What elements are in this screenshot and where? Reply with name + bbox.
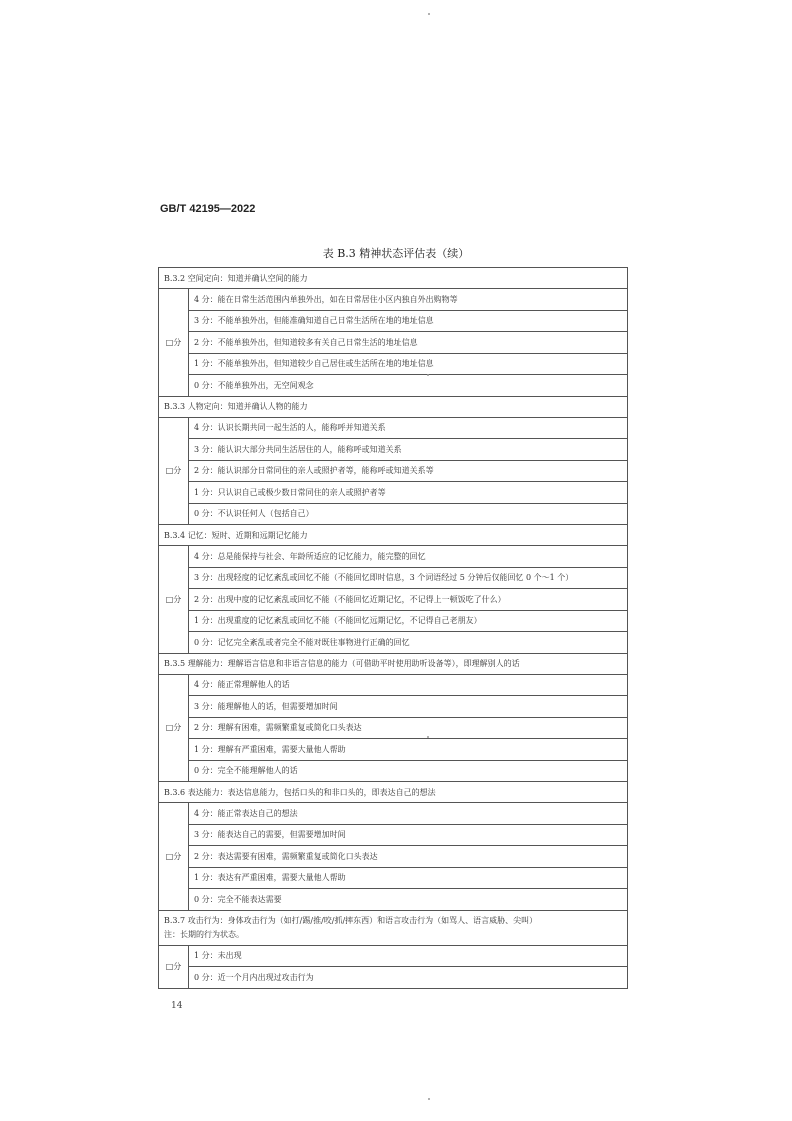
section-title: B.3.2 空间定向：知道并确认空间的能力: [159, 268, 628, 289]
option-text: 2 分：表达需要有困难，需频繁重复或简化口头表达: [189, 846, 628, 868]
score-box[interactable]: □分: [159, 546, 189, 654]
option-row: [159, 739, 628, 761]
option-text: 2 分：理解有困难，需频繁重复或简化口头表达: [189, 717, 628, 739]
option-text: 3 分：出现轻度的记忆紊乱或回忆不能（不能回忆即时信息，3 个词语经过 5 分钟后仅能回忆 0 个～1 个）: [189, 567, 628, 589]
scan-speck: [428, 1098, 430, 1100]
section-note: 注：长期的行为状态。: [164, 929, 244, 939]
option-row: [159, 610, 628, 632]
option-text: 0 分：完全不能表达需要: [189, 889, 628, 911]
option-row: [159, 846, 628, 868]
section-header-cell: [159, 910, 628, 945]
option-text: 4 分：能在日常生活范围内单独外出，如在日常居住小区内独自外出购物等: [189, 289, 628, 311]
section-row: [159, 782, 628, 803]
option-row: [159, 567, 628, 589]
option-text: 4 分：认识长期共同一起生活的人，能称呼并知道关系: [189, 417, 628, 439]
option-row: [159, 760, 628, 782]
section-row: [159, 910, 628, 945]
scan-speck: [427, 736, 429, 738]
section-title: B.3.5 理解能力：理解语言信息和非语言信息的能力（可借助平时使用助听设备等），即理解别人的话: [159, 653, 628, 674]
section-title: B.3.4 记忆：短时、近期和远期记忆能力: [159, 525, 628, 546]
option-row: [159, 696, 628, 718]
option-row: [159, 589, 628, 611]
mental-status-assessment-table: [158, 267, 628, 989]
score-box[interactable]: □分: [159, 674, 189, 782]
option-row: [159, 967, 628, 989]
section-title: B.3.7 攻击行为：身体攻击行为（如打/踢/推/咬/抓/摔东西）和语言攻击行为（如骂人、语言威胁、尖叫）: [164, 915, 538, 925]
option-row: [159, 867, 628, 889]
score-box[interactable]: □分: [159, 417, 189, 525]
scan-speck: [428, 13, 430, 15]
table-caption: 表 B.3 精神状态评估表（续）: [322, 247, 470, 260]
option-text: 3 分：能理解他人的话，但需要增加时间: [189, 696, 628, 718]
option-row: [159, 439, 628, 461]
score-box[interactable]: □分: [159, 289, 189, 397]
section-row: [159, 525, 628, 546]
score-box[interactable]: □分: [159, 803, 189, 911]
option-text: 1 分：出现重度的记忆紊乱或回忆不能（不能回忆远期记忆，不记得自己老朋友）: [189, 610, 628, 632]
option-text: 4 分：总是能保持与社会、年龄所适应的记忆能力，能完整的回忆: [189, 546, 628, 568]
section-row: [159, 653, 628, 674]
option-row: [159, 353, 628, 375]
option-row: [159, 375, 628, 397]
section-title: B.3.6 表达能力：表达信息能力，包括口头的和非口头的，即表达自己的想法: [159, 782, 628, 803]
option-text: 3 分：能认识大部分共同生活居住的人，能称呼或知道关系: [189, 439, 628, 461]
option-text: 1 分：不能单独外出，但知道较少自己居住或生活所在地的地址信息: [189, 353, 628, 375]
option-row: [159, 632, 628, 654]
option-text: 0 分：不能单独外出，无空间观念: [189, 375, 628, 397]
option-row: [159, 945, 628, 967]
option-row: [159, 824, 628, 846]
option-text: 4 分：能正常理解他人的话: [189, 674, 628, 696]
option-text: 1 分：理解有严重困难，需要大量他人帮助: [189, 739, 628, 761]
standard-code: GB/T 42195—2022: [160, 203, 256, 215]
option-text: 1 分：表达有严重困难，需要大量他人帮助: [189, 867, 628, 889]
section-row: [159, 396, 628, 417]
option-row: [159, 417, 628, 439]
table-body: [159, 268, 628, 989]
option-text: 0 分：完全不能理解他人的话: [189, 760, 628, 782]
option-row: [159, 717, 628, 739]
option-text: 4 分：能正常表达自己的想法: [189, 803, 628, 825]
option-row: [159, 503, 628, 525]
option-text: 2 分：不能单独外出，但知道较多有关自己日常生活的地址信息: [189, 332, 628, 354]
option-row: [159, 889, 628, 911]
option-row: [159, 289, 628, 311]
option-text: 2 分：出现中度的记忆紊乱或回忆不能（不能回忆近期记忆，不记得上一顿饭吃了什么）: [189, 589, 628, 611]
scan-speck: [427, 374, 429, 376]
option-text: 0 分：记忆完全紊乱或者完全不能对既往事物进行正确的回忆: [189, 632, 628, 654]
option-text: 0 分：近一个月内出现过攻击行为: [189, 967, 628, 989]
option-text: 2 分：能认识部分日常同住的亲人或照护者等，能称呼或知道关系等: [189, 460, 628, 482]
option-text: 1 分：只认识自己或极少数日常同住的亲人或照护者等: [189, 482, 628, 504]
option-row: [159, 460, 628, 482]
option-text: 3 分：不能单独外出，但能准确知道自己日常生活所在地的地址信息: [189, 310, 628, 332]
option-row: [159, 310, 628, 332]
option-row: [159, 546, 628, 568]
section-row: [159, 268, 628, 289]
option-text: 1 分：未出现: [189, 945, 628, 967]
score-box[interactable]: □分: [159, 945, 189, 988]
option-row: [159, 332, 628, 354]
section-title: B.3.3 人物定向：知道并确认人物的能力: [159, 396, 628, 417]
option-text: 0 分：不认识任何人（包括自己）: [189, 503, 628, 525]
option-text: 3 分：能表达自己的需要，但需要增加时间: [189, 824, 628, 846]
option-row: [159, 482, 628, 504]
option-row: [159, 674, 628, 696]
option-row: [159, 803, 628, 825]
page-number: 14: [171, 1001, 183, 1011]
